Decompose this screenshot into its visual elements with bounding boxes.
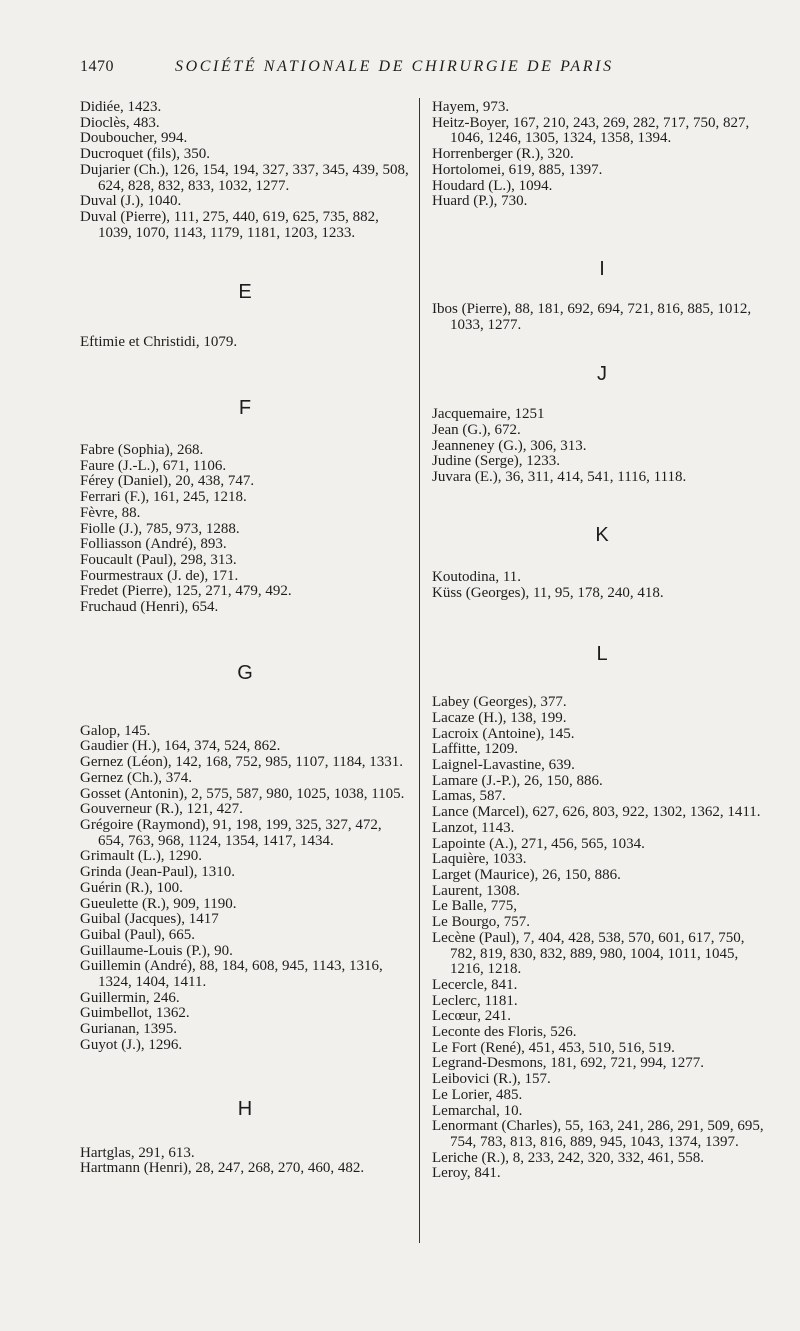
- index-entry: Fiolle (J.), 785, 973, 1288.: [80, 520, 240, 537]
- section-i: [432, 302, 772, 333]
- index-entry: Guillaume-Louis (P.), 90.: [80, 942, 233, 959]
- index-entry: Huard (P.), 730.: [432, 193, 528, 210]
- section-j: [432, 407, 772, 486]
- index-entry: Heitz-Boyer, 167, 210, 243, 269, 282, 717, 750, 827, 1046, 1246, 1305, 1324, 1358, 1394.: [432, 114, 750, 147]
- index-entry: Guibal (Paul), 665.: [80, 926, 195, 943]
- left-column: [80, 100, 410, 1177]
- index-entry: Grinda (Jean-Paul), 1310.: [80, 864, 235, 881]
- index-entry: Foucault (Paul), 298, 313.: [80, 551, 237, 568]
- page-header: [80, 58, 680, 82]
- index-entry: Laquière, 1033.: [432, 851, 527, 868]
- index-entry: Duval (J.), 1040.: [80, 193, 182, 210]
- index-entry: Gernez (Ch.), 374.: [80, 769, 193, 786]
- index-entry: Larget (Maurice), 26, 150, 886.: [432, 866, 621, 883]
- section-f: [80, 443, 410, 616]
- index-entry: Gueulette (R.), 909, 1190.: [80, 895, 237, 912]
- index-entry: Férey (Daniel), 20, 438, 747.: [80, 473, 255, 490]
- index-entry: Ibos (Pierre), 88, 181, 692, 694, 721, 816, 885, 1012, 1033, 1277.: [432, 300, 752, 333]
- section-letter-i: I: [599, 257, 605, 280]
- section-letter-k: K: [595, 523, 609, 546]
- section-letter-g: G: [237, 661, 253, 684]
- index-entry: Guérin (R.), 100.: [80, 879, 183, 896]
- index-entry: Guillermin, 246.: [80, 989, 180, 1006]
- page-number: 1470: [80, 58, 114, 75]
- index-entry: Lance (Marcel), 627, 626, 803, 922, 1302, 1362, 1411.: [432, 804, 761, 821]
- index-entry: Lecœur, 241.: [432, 1008, 511, 1025]
- index-entry: Leroy, 841.: [432, 1165, 501, 1182]
- index-entry: Leibovici (R.), 157.: [432, 1071, 551, 1088]
- index-entry: Lecercle, 841.: [432, 976, 518, 993]
- index-entry: Hartglas, 291, 613.: [80, 1144, 195, 1161]
- index-entry: Jacquemaire, 1251: [432, 406, 545, 423]
- index-entry: Horrenberger (R.), 320.: [432, 146, 574, 163]
- index-entry: Judine (Serge), 1233.: [432, 453, 561, 470]
- section-d: [80, 100, 410, 241]
- index-entry: Guibal (Jacques), 1417: [80, 911, 219, 928]
- running-title: SOCIÉTÉ NATIONALE DE CHIRURGIE DE PARIS: [175, 58, 614, 75]
- index-entry: Dujarier (Ch.), 126, 154, 194, 327, 337, 345, 439, 508, 624, 828, 832, 833, 1032, 1277.: [80, 161, 409, 194]
- section-l: [432, 695, 772, 1182]
- index-entry: Lenormant (Charles), 55, 163, 241, 286, 291, 509, 695, 754, 783, 813, 816, 889, 945, 1043, 1374, 1397.: [432, 1118, 764, 1150]
- index-entry: Duval (Pierre), 111, 275, 440, 619, 625, 735, 882, 1039, 1070, 1143, 1179, 1181, 1203, 1233.: [80, 208, 379, 241]
- index-entry: Koutodina, 11.: [432, 568, 522, 585]
- index-entry: Le Bourgo, 757.: [432, 914, 531, 931]
- section-e: [80, 335, 410, 351]
- index-entry: Eftimie et Christidi, 1079.: [80, 334, 238, 351]
- index-entry: Fabre (Sophia), 268.: [80, 442, 204, 459]
- index-entry: Hartmann (Henri), 28, 247, 268, 270, 460, 482.: [80, 1160, 365, 1177]
- index-entry: Guimbellot, 1362.: [80, 1005, 190, 1022]
- section-g: [80, 724, 410, 1054]
- index-entry: Lamas, 587.: [432, 788, 506, 805]
- index-entry: Le Lorier, 485.: [432, 1086, 523, 1103]
- section-letter-f: F: [238, 397, 252, 420]
- index-entry: Gurianan, 1395.: [80, 1021, 178, 1038]
- index-entry: Laignel-Lavastine, 639.: [432, 757, 575, 774]
- index-entry: Le Fort (René), 451, 453, 510, 516, 519.: [432, 1039, 675, 1056]
- index-entry: Ducroquet (fils), 350.: [80, 146, 210, 163]
- index-entry: Guyot (J.), 1296.: [80, 1036, 183, 1053]
- index-entry: Laurent, 1308.: [432, 882, 520, 899]
- section-h-continued: [432, 100, 772, 210]
- index-entry: Lacaze (H.), 138, 199.: [432, 709, 567, 726]
- index-entry: Gosset (Antonin), 2, 575, 587, 980, 1025, 1038, 1105.: [80, 785, 405, 802]
- index-entry: Labey (Georges), 377.: [432, 694, 567, 711]
- index-entry: Küss (Georges), 11, 95, 178, 240, 418.: [432, 584, 664, 601]
- index-entry: Dioclès, 483.: [80, 114, 160, 131]
- section-h: [80, 1146, 410, 1177]
- section-letter-h: H: [237, 1097, 253, 1120]
- index-entry: Laffitte, 1209.: [432, 741, 518, 758]
- index-entry: Lecène (Paul), 7, 404, 428, 538, 570, 601, 617, 750, 782, 819, 830, 832, 889, 980, 1004, 1011, 1045, 1216, 1218.: [432, 929, 745, 978]
- section-letter-j: J: [597, 363, 607, 386]
- index-entry: Fruchaud (Henri), 654.: [80, 599, 219, 616]
- index-entry: Faure (J.-L.), 671, 1106.: [80, 457, 227, 474]
- index-entry: Lapointe (A.), 271, 456, 565, 1034.: [432, 835, 645, 852]
- index-entry: Didiée, 1423.: [80, 99, 162, 115]
- section-k: [432, 570, 772, 601]
- index-entry: Grimault (L.), 1290.: [80, 848, 203, 865]
- index-entry: Legrand-Desmons, 181, 692, 721, 994, 1277.: [432, 1055, 705, 1072]
- index-entry: Jean (G.), 672.: [432, 422, 521, 439]
- index-entry: Galop, 145.: [80, 722, 151, 739]
- index-entry: Hortolomei, 619, 885, 1397.: [432, 161, 603, 178]
- index-entry: Fredet (Pierre), 125, 271, 479, 492.: [80, 583, 292, 600]
- index-entry: Lamare (J.-P.), 26, 150, 886.: [432, 772, 603, 789]
- index-entry: Gouverneur (R.), 121, 427.: [80, 801, 243, 818]
- index-entry: Lacroix (Antoine), 145.: [432, 725, 575, 742]
- index-entry: Leconte des Floris, 526.: [432, 1024, 577, 1041]
- index-entry: Fèvre, 88.: [80, 504, 141, 521]
- index-entry: Leclerc, 1181.: [432, 992, 518, 1009]
- right-column: [432, 100, 772, 1182]
- index-entry: Lanzot, 1143.: [432, 819, 515, 836]
- index-entry: Grégoire (Raymond), 91, 198, 199, 325, 327, 472, 654, 763, 968, 1124, 1354, 1417, 1434.: [80, 816, 382, 849]
- section-letter-e: E: [238, 281, 252, 304]
- index-entry: Le Balle, 775,: [432, 898, 517, 915]
- index-entry: Houdard (L.), 1094.: [432, 177, 553, 194]
- section-letter-l: L: [596, 643, 608, 666]
- index-entry: Leriche (R.), 8, 233, 242, 320, 332, 461, 558.: [432, 1149, 705, 1166]
- index-entry: Gernez (Léon), 142, 168, 752, 985, 1107, 1184, 1331.: [80, 754, 403, 771]
- index-entry: Lemarchal, 10.: [432, 1102, 523, 1119]
- index-entry: Hayem, 973.: [432, 99, 510, 115]
- index-entry: Fourmestraux (J. de), 171.: [80, 567, 239, 584]
- index-entry: Douboucher, 994.: [80, 130, 188, 147]
- index-entry: Juvara (E.), 36, 311, 414, 541, 1116, 1118.: [432, 469, 687, 486]
- index-entry: Guillemin (André), 88, 184, 608, 945, 1143, 1316, 1324, 1404, 1411.: [80, 958, 383, 991]
- index-entry: Ferrari (F.), 161, 245, 1218.: [80, 489, 247, 506]
- column-divider: [419, 98, 420, 1243]
- index-entry: Jeanneney (G.), 306, 313.: [432, 437, 587, 454]
- index-entry: Folliasson (André), 893.: [80, 536, 227, 553]
- index-entry: Gaudier (H.), 164, 374, 524, 862.: [80, 738, 281, 755]
